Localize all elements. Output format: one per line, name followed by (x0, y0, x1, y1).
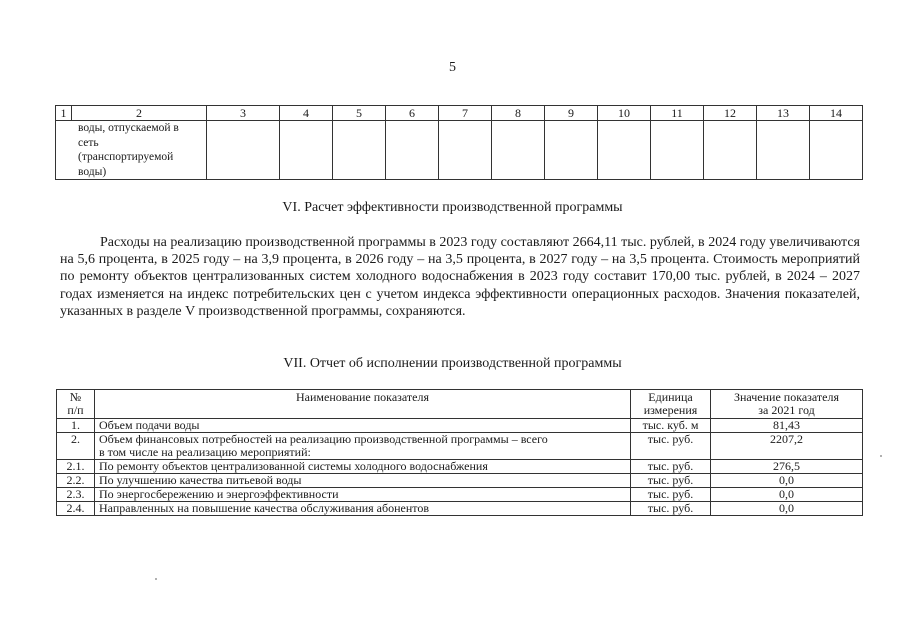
table-row (57, 474, 863, 488)
empty-cell (704, 121, 757, 180)
indicator-name: По энергосбережению и энергоэффективности (95, 488, 631, 502)
table-row (57, 433, 863, 460)
empty-cell (280, 121, 333, 180)
empty-cell (439, 121, 492, 180)
unit-cell: тыс. руб. (631, 502, 711, 516)
indicator-name: Объем финансовых потребностей на реализацию производственной программы – всего в том числе на реализацию мероприятий: (95, 433, 631, 460)
table-row (56, 121, 863, 180)
empty-cell (757, 121, 810, 180)
column-header: 10 (598, 106, 651, 121)
indicator-cell (56, 121, 207, 180)
name-header: Наименование показателя (95, 390, 631, 419)
row-number: 2.3. (57, 488, 95, 502)
column-header: 12 (704, 106, 757, 121)
indicator-name: По улучшению качества питьевой воды (95, 474, 631, 488)
empty-cell (651, 121, 704, 180)
table-row (57, 419, 863, 433)
table-row (57, 460, 863, 474)
indicator-name: По ремонту объектов централизованной системы холодного водоснабжения (95, 460, 631, 474)
scan-speck (155, 578, 157, 580)
column-header: 2 (72, 106, 207, 121)
row-number: 2.4. (57, 502, 95, 516)
column-header: 4 (280, 106, 333, 121)
indicator-line: воды) (78, 165, 107, 178)
section-6-title: VI. Расчет эффективности производственной программы (282, 200, 623, 215)
value-header: Значение показателя за 2021 год (711, 390, 863, 419)
unit-cell: тыс. руб. (631, 488, 711, 502)
unit-cell: тыс. куб. м (631, 419, 711, 433)
indicator-line: сеть (78, 136, 99, 149)
column-header: 9 (545, 106, 598, 121)
value-cell: 81,43 (711, 419, 863, 433)
column-header: 3 (207, 106, 280, 121)
value-cell: 276,5 (711, 460, 863, 474)
section-6-paragraph: Расходы на реализацию производственной программы в 2023 году составляют 2664,11 тыс. рублей, в 2024 году увеличиваются на 5,6 процента, в 2025 году – на 3,9 процента, в 2026 году – на 3,5 процента, в 2027 году – на 3,5 процента. Стоимость мероприятий по ремонту объектов централизованных систем холодного водоснабжения в 2023 году составит 170,00 тыс. рублей, в 2024 – 2027 годах изменяется на индекс потребительских цен с учетом индекса эффективности операционных расходов. Значения показателей, указанных в разделе V производственной программы, сохраняются. (60, 235, 860, 319)
empty-cell (810, 121, 863, 180)
continuation-table (55, 105, 863, 180)
column-header: 5 (333, 106, 386, 121)
row-number: 2. (57, 433, 95, 460)
empty-cell (492, 121, 545, 180)
row-number: 2.1. (57, 460, 95, 474)
table-row (57, 488, 863, 502)
num-header: № п/п (57, 390, 95, 419)
table-header-row (56, 106, 863, 121)
empty-cell (386, 121, 439, 180)
section-7-title: VII. Отчет об исполнении производственной программы (283, 356, 622, 371)
page-number: 5 (449, 60, 456, 75)
unit-cell: тыс. руб. (631, 460, 711, 474)
value-cell: 2207,2 (711, 433, 863, 460)
row-number: 2.2. (57, 474, 95, 488)
column-header: 1 (56, 106, 72, 121)
indicator-line: воды, отпускаемой в (78, 122, 179, 134)
value-cell: 0,0 (711, 474, 863, 488)
value-cell: 0,0 (711, 502, 863, 516)
unit-cell: тыс. руб. (631, 433, 711, 460)
unit-cell: тыс. руб. (631, 474, 711, 488)
table-header-row (57, 390, 863, 419)
indicator-name: Направленных на повышение качества обслуживания абонентов (95, 502, 631, 516)
table-row (57, 502, 863, 516)
column-header: 11 (651, 106, 704, 121)
value-cell: 0,0 (711, 488, 863, 502)
indicator-line: (транспортируемой (78, 151, 174, 163)
column-header: 13 (757, 106, 810, 121)
column-header: 14 (810, 106, 863, 121)
scan-speck (880, 455, 882, 457)
empty-cell (333, 121, 386, 180)
empty-cell (545, 121, 598, 180)
indicator-name: Объем подачи воды (95, 419, 631, 433)
unit-header: Единица измерения (631, 390, 711, 419)
empty-cell (598, 121, 651, 180)
column-header: 8 (492, 106, 545, 121)
column-header: 7 (439, 106, 492, 121)
row-number: 1. (57, 419, 95, 433)
column-header: 6 (386, 106, 439, 121)
empty-cell (207, 121, 280, 180)
report-table (56, 389, 863, 516)
